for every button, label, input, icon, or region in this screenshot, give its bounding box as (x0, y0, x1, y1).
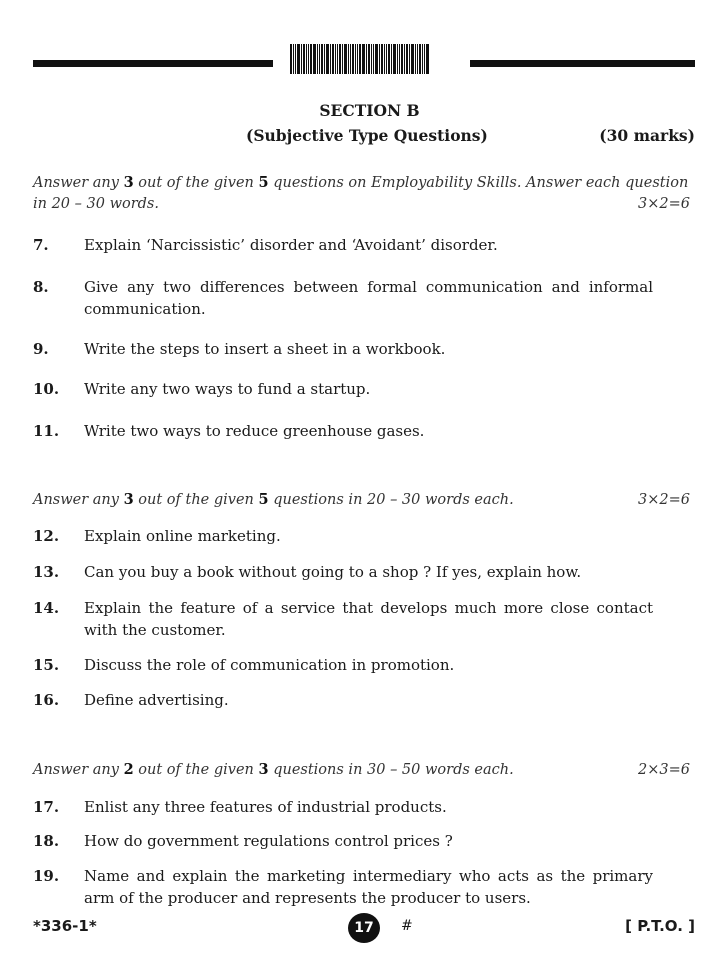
barcode-bar (401, 44, 403, 74)
question-number: 12. (33, 527, 60, 545)
hash-mark: # (401, 918, 413, 934)
barcode-bar (359, 44, 361, 74)
barcode-bar (355, 44, 356, 74)
question-text: Write any two ways to fund a startup. (84, 380, 371, 398)
barcode-bar (293, 44, 294, 74)
barcode-bar (319, 44, 320, 74)
barcode-bar (417, 44, 418, 74)
section-title: SECTION B (319, 101, 420, 120)
question-text: Explain ‘Narcissistic’ disorder and ‘Avoidant’ disorder. (84, 236, 498, 254)
barcode-bar (330, 44, 331, 74)
barcode-bar (386, 44, 387, 74)
question-text: Name and explain the marketing intermediary who acts as the primary arm of the producer and represents the producer to users. (84, 867, 653, 907)
barcode-bar (362, 44, 365, 74)
header-rule-right (470, 60, 695, 67)
question-number: 14. (33, 599, 60, 617)
barcode-bar (371, 44, 372, 74)
barcode-bar (388, 44, 390, 74)
question-text: Write two ways to reduce greenhouse gases. (84, 422, 425, 440)
group-3-instruction: Answer any 2 out of the given 3 questions in 30 – 50 words each. 2×3=6 (33, 759, 693, 781)
question-13 (33, 561, 653, 583)
barcode-bar (295, 44, 296, 74)
section-total-marks: (30 marks) (599, 126, 695, 145)
question-number: 17. (33, 798, 60, 816)
barcode-bar (375, 44, 378, 74)
barcode-bar (317, 44, 318, 74)
question-text: Explain the feature of a service that develops much more close contact with the customer. (84, 599, 653, 639)
barcode-bar (337, 44, 338, 74)
question-18 (33, 830, 653, 852)
question-text: How do government regulations control prices ? (84, 832, 453, 850)
question-number: 11. (33, 422, 60, 440)
question-number: 18. (33, 832, 60, 850)
question-17 (33, 796, 653, 818)
barcode-bar (344, 44, 347, 74)
barcode-bar (342, 44, 343, 74)
page-number-badge (348, 913, 380, 943)
barcode-bar (399, 44, 400, 74)
question-12 (33, 525, 653, 547)
question-number: 13. (33, 563, 60, 581)
question-number: 19. (33, 867, 60, 885)
barcode-bar (368, 44, 370, 74)
question-number: 15. (33, 656, 60, 674)
pto-label: [ P.T.O. ] (625, 917, 695, 935)
barcode-bar (384, 44, 385, 74)
barcode-bar (306, 44, 307, 74)
barcode-bar (366, 44, 367, 74)
barcode-bar (379, 44, 380, 74)
page-number: 17 (354, 920, 374, 936)
question-19 (33, 865, 653, 909)
header-rule-left (33, 60, 273, 67)
barcode-bar (339, 44, 341, 74)
group-1-marks: 3×2=6 (638, 196, 690, 212)
barcode-bar (308, 44, 309, 74)
barcode-bar (424, 44, 425, 74)
question-number: 9. (33, 340, 49, 358)
barcode-bar (406, 44, 408, 74)
barcode-bar (404, 44, 405, 74)
barcode-bar (415, 44, 416, 74)
question-text: Write the steps to insert a sheet in a workbook. (84, 340, 446, 358)
barcode-bar (426, 44, 429, 74)
question-text: Can you buy a book without going to a shop ? If yes, explain how. (84, 563, 582, 581)
group-1-instruction: Answer any 3 out of the given 5 questions on Employability Skills. Answer each question in 20 – 30 words. 3×2=6 (33, 172, 693, 215)
barcode-bar (409, 44, 410, 74)
question-8 (33, 276, 653, 320)
question-text: Define advertising. (84, 691, 229, 709)
group-2-marks: 3×2=6 (638, 492, 690, 508)
barcode-bar (324, 44, 325, 74)
barcode-bar (373, 44, 374, 74)
question-11 (33, 420, 653, 442)
group-2-instruction: Answer any 3 out of the given 5 questions in 20 – 30 words each. 3×2=6 (33, 489, 693, 511)
question-number: 10. (33, 380, 60, 398)
barcode-bar (303, 44, 305, 74)
barcode-bar (411, 44, 414, 74)
question-text: Enlist any three features of industrial products. (84, 798, 447, 816)
paper-code: *336-1* (33, 917, 97, 935)
barcode-bar (332, 44, 334, 74)
barcode (290, 44, 455, 74)
section-subtitle: (Subjective Type Questions) (246, 126, 488, 145)
barcode-bar (357, 44, 358, 74)
barcode-bar (419, 44, 421, 74)
barcode-bar (393, 44, 396, 74)
barcode-bar (348, 44, 349, 74)
question-text: Give any two differences between formal communication and informal communication. (84, 278, 653, 318)
barcode-bar (350, 44, 351, 74)
barcode-bar (321, 44, 323, 74)
question-16 (33, 689, 653, 711)
group-3-marks: 2×3=6 (638, 762, 690, 778)
barcode-bar (313, 44, 316, 74)
question-14 (33, 597, 653, 641)
barcode-bar (397, 44, 398, 74)
barcode-bar (335, 44, 336, 74)
barcode-bar (352, 44, 354, 74)
barcode-bar (301, 44, 302, 74)
question-number: 7. (33, 236, 49, 254)
barcode-bar (422, 44, 423, 74)
question-number: 16. (33, 691, 60, 709)
barcode-bar (290, 44, 292, 74)
barcode-bar (310, 44, 312, 74)
question-10 (33, 378, 653, 400)
barcode-bar (297, 44, 300, 74)
barcode-bar (391, 44, 392, 74)
question-15 (33, 654, 653, 676)
question-9 (33, 338, 653, 360)
question-7 (33, 234, 653, 256)
barcode-bar (326, 44, 329, 74)
barcode-bar (381, 44, 383, 74)
question-text: Discuss the role of communication in promotion. (84, 656, 455, 674)
question-text: Explain online marketing. (84, 527, 281, 545)
question-number: 8. (33, 278, 49, 296)
